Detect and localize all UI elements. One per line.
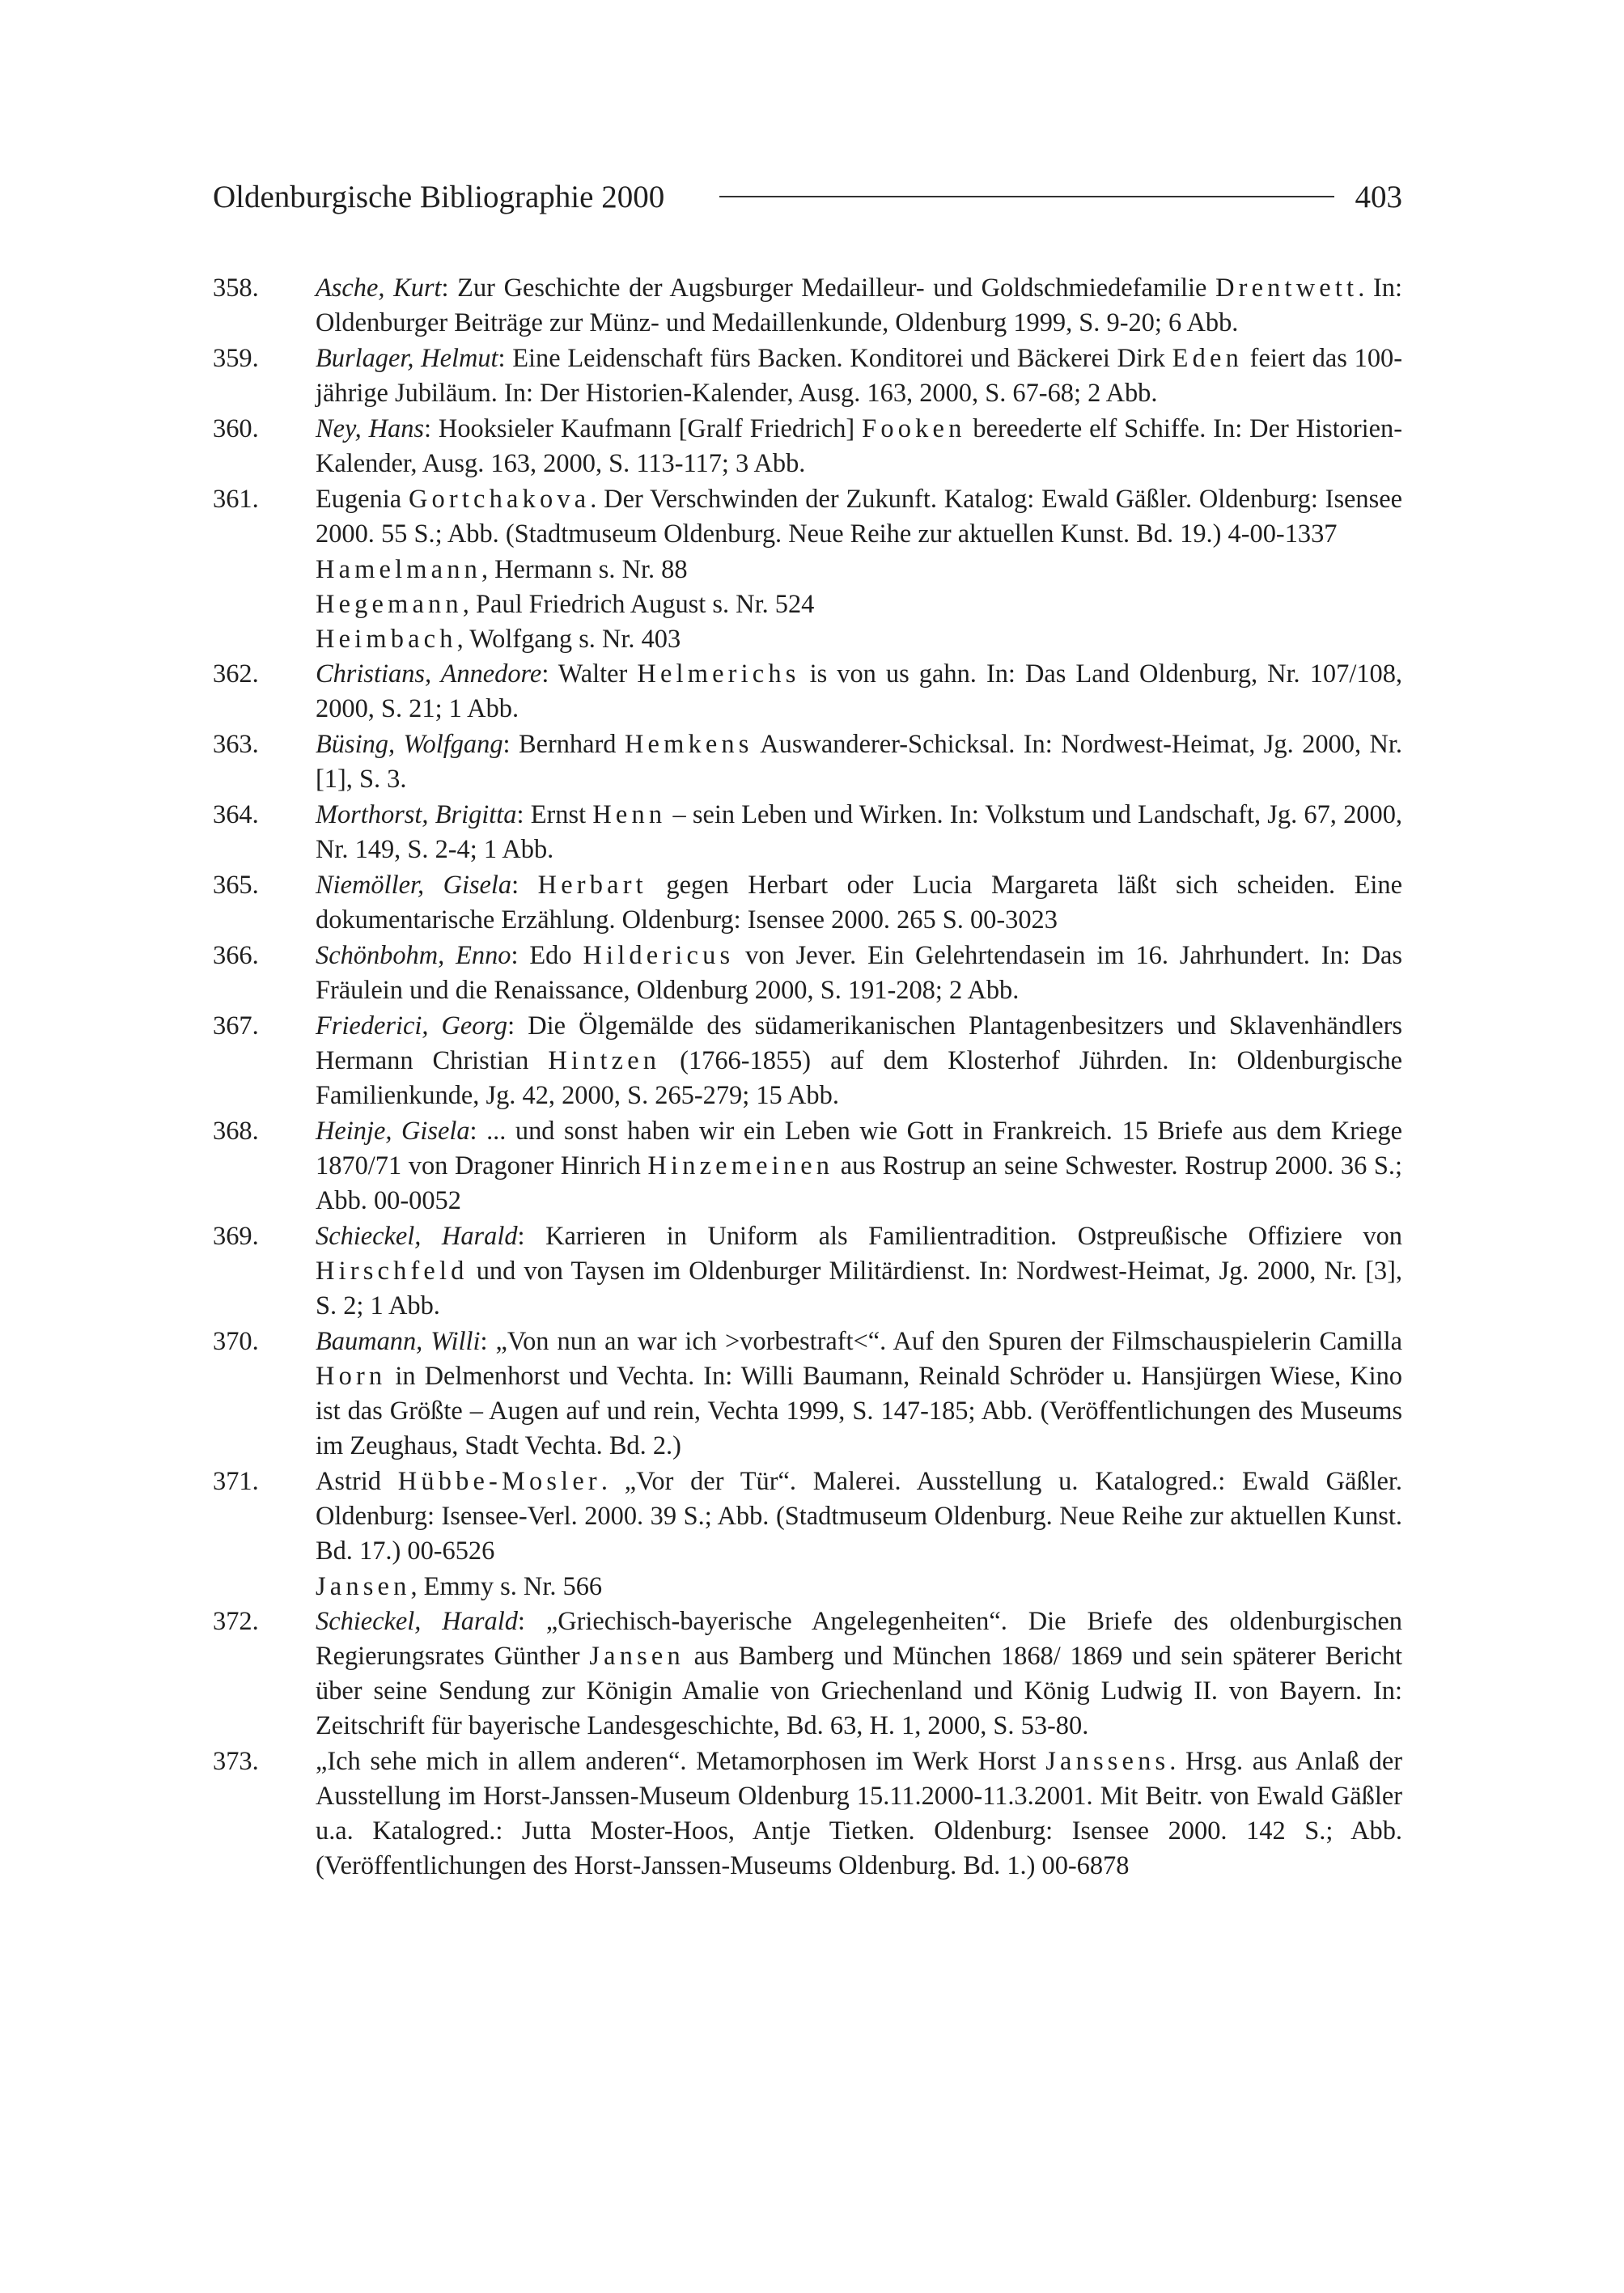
bibliography-entry bbox=[213, 1744, 1402, 1884]
subject-name: Horn bbox=[316, 1362, 387, 1391]
entry-number: 368. bbox=[213, 1117, 259, 1146]
entry-number: 372. bbox=[213, 1607, 259, 1636]
subject-name: Hinzemeinen bbox=[647, 1151, 834, 1180]
subject-name: Hintzen bbox=[548, 1046, 661, 1075]
entry-author: Friederici, Georg bbox=[316, 1011, 508, 1041]
bibliography-entry bbox=[213, 1009, 1402, 1113]
subject-name: Drentwett bbox=[1215, 273, 1359, 303]
subject-name: Eden bbox=[1172, 344, 1243, 373]
subject-name: Hildericus bbox=[583, 941, 735, 970]
entry-fragment: . In: Oldenburger Beiträge zur Münz- und Medaillenkunde, Oldenburg 1999, S. 9-20; 6 Abb. bbox=[316, 273, 1402, 337]
entry-fragment: : Edo bbox=[511, 941, 583, 970]
entry-text bbox=[316, 939, 1402, 1008]
entry-fragment: . Hrsg. aus Anlaß der Ausstellung im Horst-Janssen-Museum Oldenburg 15.11.2000-11.3.2001. Mit Beitr. von Ewald Gäßler u.a. Katalogred.: Jutta Moster-Hoos, Antje Tietken. Oldenburg: Isensee 2000. 142 S.; Abb. (Veröffentlichungen des Horst-Janssen-Museums Oldenburg. Bd. 1.) 00-6878 bbox=[316, 1747, 1402, 1880]
entry-fragment: Astrid bbox=[316, 1467, 398, 1496]
subject-name: Hamelmann bbox=[316, 555, 481, 584]
entry-text bbox=[316, 798, 1402, 867]
entry-fragment: : Die Ölgemälde des südamerikanischen Plantagenbesitzers und Sklavenhändlers Hermann Christian bbox=[316, 1011, 1402, 1075]
subject-name: Herbart bbox=[537, 871, 647, 900]
entry-author: Schönbohm, Enno bbox=[316, 941, 511, 970]
entry-text bbox=[316, 1744, 1402, 1884]
entry-fragment: aus Bamberg und München 1868/ 1869 und sein späterer Bericht über seine Sendung zur Königin Amalie von Griechenland und König Ludwig II. von Bayern. In: Zeitschrift für bayerische Landesgeschichte, Bd. 63, H. 1, 2000, S. 53-80. bbox=[316, 1642, 1402, 1740]
subject-name: Hübbe-Mosler bbox=[397, 1467, 601, 1496]
entry-author: Burlager, Helmut bbox=[316, 344, 498, 373]
running-title: Oldenburgische Bibliographie 2000 bbox=[213, 179, 665, 214]
entry-fragment: : „Griechisch-bayerische Angelegenheiten“. Die Briefe des oldenburgischen Regierungsrates Günther bbox=[316, 1607, 1402, 1671]
entry-text bbox=[316, 412, 1402, 481]
subject-name: Gortchakova bbox=[408, 485, 591, 514]
bibliography-entry bbox=[213, 657, 1402, 727]
entry-number: 359. bbox=[213, 344, 259, 373]
entry-text bbox=[316, 271, 1402, 341]
entry-fragment: is von us gahn. In: Das Land Oldenburg, Nr. 107/108, 2000, S. 21; 1 Abb. bbox=[316, 659, 1402, 723]
subject-name: Hirschfeld bbox=[316, 1257, 469, 1286]
entry-fragment: „Ich sehe mich in allem anderen“. Metamorphosen im Werk Horst bbox=[316, 1747, 1046, 1776]
subject-name: Henn bbox=[592, 800, 667, 829]
entry-fragment: : Karrieren in Uniform als Familientradition. Ostpreußische Offiziere von bbox=[517, 1222, 1402, 1251]
bibliography-entry bbox=[213, 412, 1402, 481]
entry-number: 358. bbox=[213, 273, 259, 303]
entry-number: 360. bbox=[213, 414, 259, 443]
bibliography-entry bbox=[213, 1604, 1402, 1744]
entry-fragment: , Emmy s. Nr. 566 bbox=[410, 1572, 603, 1601]
entry-author: Baumann, Willi bbox=[316, 1327, 481, 1356]
entry-fragment: und von Taysen im Oldenburger Militärdienst. In: Nordwest-Heimat, Jg. 2000, Nr. [3], S. 2; 1 Abb. bbox=[316, 1257, 1402, 1320]
entry-number: 371. bbox=[213, 1467, 259, 1496]
bibliography-entry bbox=[213, 939, 1402, 1008]
entry-number: 365. bbox=[213, 871, 259, 900]
entry-text bbox=[316, 657, 1402, 727]
entry-fragment: , Wolfgang s. Nr. 403 bbox=[456, 625, 681, 654]
entry-fragment: : Hooksieler Kaufmann [Gralf Friedrich] bbox=[424, 414, 863, 443]
entry-fragment: , Hermann s. Nr. 88 bbox=[481, 555, 688, 584]
entry-author: Ney, Hans bbox=[316, 414, 424, 443]
page-number: 403 bbox=[1355, 179, 1402, 214]
bibliography-entry bbox=[213, 1464, 1402, 1569]
bibliography-entry bbox=[213, 271, 1402, 341]
subject-name: Jansen bbox=[316, 1572, 411, 1601]
subject-name: Hemkens bbox=[624, 730, 753, 759]
entry-number: 369. bbox=[213, 1222, 259, 1251]
entry-number: 370. bbox=[213, 1327, 259, 1356]
entry-text bbox=[316, 1219, 1402, 1324]
bibliography-entry bbox=[213, 1219, 1402, 1324]
entry-fragment: : bbox=[511, 871, 538, 900]
entry-number: 373. bbox=[213, 1747, 259, 1776]
entry-fragment: : Zur Geschichte der Augsburger Medailleur- und Goldschmiedefamilie bbox=[441, 273, 1216, 303]
entry-fragment: : Eine Leidenschaft fürs Backen. Konditorei und Bäckerei Dirk bbox=[498, 344, 1172, 373]
cross-reference bbox=[213, 1570, 1402, 1604]
entry-fragment: Eugenia bbox=[316, 485, 409, 514]
bibliography-entry bbox=[213, 341, 1402, 411]
entry-fragment: gegen Herbart oder Lucia Margareta läßt sich scheiden. Eine dokumentarische Erzählung. Oldenburg: Isensee 2000. 265 S. 00-3023 bbox=[316, 871, 1402, 935]
cross-reference bbox=[213, 587, 1402, 622]
entry-author: Christians, Annedore bbox=[316, 659, 542, 689]
cross-reference bbox=[213, 622, 1402, 657]
entry-text bbox=[316, 341, 1402, 411]
entry-fragment: bereederte elf Schiffe. In: Der Historien-Kalender, Ausg. 163, 2000, S. 113-117; 3 Abb. bbox=[316, 414, 1403, 478]
entry-author: Niemöller, Gisela bbox=[316, 871, 512, 900]
subject-name: Janssens bbox=[1045, 1747, 1170, 1776]
subject-name: Hegemann bbox=[316, 590, 463, 619]
entry-fragment: feiert das 100-jährige Jubiläum. In: Der Historien-Kalender, Ausg. 163, 2000, S. 67-68; 2 Abb. bbox=[316, 344, 1402, 408]
subject-name: Heimbach bbox=[316, 625, 457, 654]
entry-fragment: aus Rostrup an seine Schwester. Rostrup 2000. 36 S.; Abb. 00-0052 bbox=[316, 1151, 1402, 1215]
entry-author: Heinje, Gisela bbox=[316, 1117, 470, 1146]
entry-fragment: : ... und sonst haben wir ein Leben wie Gott in Frankreich. 15 Briefe aus dem Kriege 1870/71 von Dragoner Hinrich bbox=[316, 1117, 1402, 1180]
cross-reference bbox=[213, 553, 1402, 587]
entry-text bbox=[316, 1114, 1402, 1219]
entry-fragment: in Delmenhorst und Vechta. In: Willi Baumann, Reinald Schröder u. Hansjürgen Wiese, Kino ist das Größte – Augen auf und rein, Vechta 1999, S. 147-185; Abb. (Veröffentlichungen des Museums im Zeughaus, Stadt Vechta. Bd. 2.) bbox=[316, 1362, 1402, 1460]
entry-fragment: : Ernst bbox=[516, 800, 593, 829]
entry-number: 362. bbox=[213, 659, 259, 689]
entry-author: Asche, Kurt bbox=[316, 273, 442, 303]
entry-fragment: . „Vor der Tür“. Malerei. Ausstellung u. Katalogred.: Ewald Gäßler. Oldenburg: Isensee-Verl. 2000. 39 S.; Abb. (Stadtmuseum Oldenburg. Neue Reihe zur aktuellen Kunst. Bd. 17.) 00-6526 bbox=[316, 1467, 1403, 1566]
entry-number: 364. bbox=[213, 800, 259, 829]
entry-fragment: , Paul Friedrich August s. Nr. 524 bbox=[462, 590, 815, 619]
entry-number: 361. bbox=[213, 485, 259, 514]
entry-text bbox=[316, 1325, 1402, 1464]
entry-fragment: : „Von nun an war ich >vorbestraft<“. Auf den Spuren der Filmschauspielerin Camilla bbox=[480, 1327, 1402, 1356]
entry-fragment: : Bernhard bbox=[502, 730, 625, 759]
bibliography-list bbox=[213, 271, 1402, 1884]
entry-fragment: : Walter bbox=[541, 659, 638, 689]
page-header bbox=[213, 172, 1402, 221]
entry-number: 367. bbox=[213, 1011, 259, 1041]
entry-fragment: Auswanderer-Schicksal. In: Nordwest-Heimat, Jg. 2000, Nr. [1], S. 3. bbox=[316, 730, 1402, 794]
bibliography-entry bbox=[213, 1114, 1402, 1219]
bibliography-entry bbox=[213, 868, 1402, 938]
entry-number: 366. bbox=[213, 941, 259, 970]
entry-author: Schieckel, Harald bbox=[316, 1607, 518, 1636]
entry-text bbox=[316, 482, 1402, 552]
entry-fragment: – sein Leben und Wirken. In: Volkstum und Landschaft, Jg. 67, 2000, Nr. 149, S. 2-4; 1 Abb. bbox=[316, 800, 1402, 864]
subject-name: Jansen bbox=[589, 1642, 685, 1671]
bibliography-entry bbox=[213, 1325, 1402, 1464]
entry-text bbox=[316, 868, 1402, 938]
entry-author: Schieckel, Harald bbox=[316, 1222, 518, 1251]
subject-name: Fooken bbox=[862, 414, 966, 443]
bibliography-entry bbox=[213, 727, 1402, 797]
entry-fragment: . Der Verschwinden der Zukunft. Katalog: Ewald Gäßler. Oldenburg: Isensee 2000. 55 S.; Abb. (Stadtmuseum Oldenburg. Neue Reihe zur aktuellen Kunst. Bd. 19.) 4-00-1337 bbox=[316, 485, 1402, 549]
entry-fragment: von Jever. Ein Gelehrtendasein im 16. Jahrhundert. In: Das Fräulein und die Renaissance, Oldenburg 2000, S. 191-208; 2 Abb. bbox=[316, 941, 1402, 1005]
subject-name: Helmerichs bbox=[637, 659, 800, 689]
entry-fragment: (1766-1855) auf dem Klosterhof Jührden. In: Oldenburgische Familienkunde, Jg. 42, 2000, S. 265-279; 15 Abb. bbox=[316, 1046, 1402, 1110]
entry-text bbox=[316, 1009, 1402, 1113]
header-rule bbox=[719, 196, 1334, 197]
entry-text bbox=[316, 727, 1402, 797]
entry-author: Morthorst, Brigitta bbox=[316, 800, 517, 829]
bibliography-entry bbox=[213, 482, 1402, 552]
entry-text bbox=[316, 1464, 1402, 1569]
entry-author: Büsing, Wolfgang bbox=[316, 730, 503, 759]
entry-number: 363. bbox=[213, 730, 259, 759]
entry-text bbox=[316, 1604, 1402, 1744]
bibliography-entry bbox=[213, 798, 1402, 867]
